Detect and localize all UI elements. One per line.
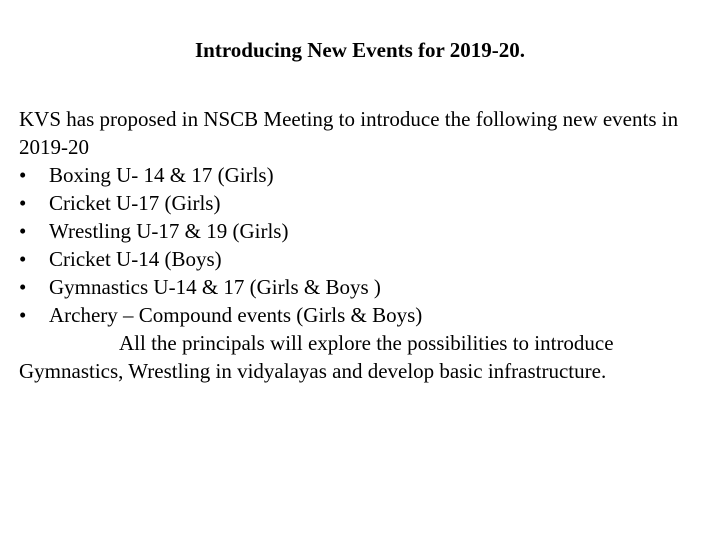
slide-title: Introducing New Events for 2019-20.	[195, 38, 525, 62]
list-item	[19, 301, 709, 329]
list-item	[19, 189, 709, 217]
bullet-icon: •	[19, 303, 27, 327]
event-label: Cricket U-17 (Girls)	[49, 191, 221, 215]
list-item	[19, 273, 709, 301]
event-label: Cricket U-14 (Boys)	[49, 247, 222, 271]
slide-body	[19, 105, 709, 385]
event-label: Boxing U- 14 & 17 (Girls)	[49, 163, 274, 187]
closing-text: All the principals will explore the possibilities to introduce Gymnastics, Wrestling in vidyalayas and develop basic infrastructure.	[19, 331, 614, 383]
event-label: Wrestling U-17 & 19 (Girls)	[49, 219, 289, 243]
event-list	[19, 161, 709, 329]
bullet-icon: •	[19, 275, 27, 299]
bullet-icon: •	[19, 247, 27, 271]
event-label: Archery – Compound events (Girls & Boys)	[49, 303, 423, 327]
intro-text: KVS has proposed in NSCB Meeting to introduce the following new events in 2019-20	[19, 107, 679, 159]
list-item	[19, 161, 709, 189]
list-item	[19, 217, 709, 245]
event-label: Gymnastics U-14 & 17 (Girls & Boys )	[49, 275, 381, 299]
list-item	[19, 245, 709, 273]
bullet-icon: •	[19, 191, 27, 215]
bullet-icon: •	[19, 219, 27, 243]
bullet-icon: •	[19, 163, 27, 187]
